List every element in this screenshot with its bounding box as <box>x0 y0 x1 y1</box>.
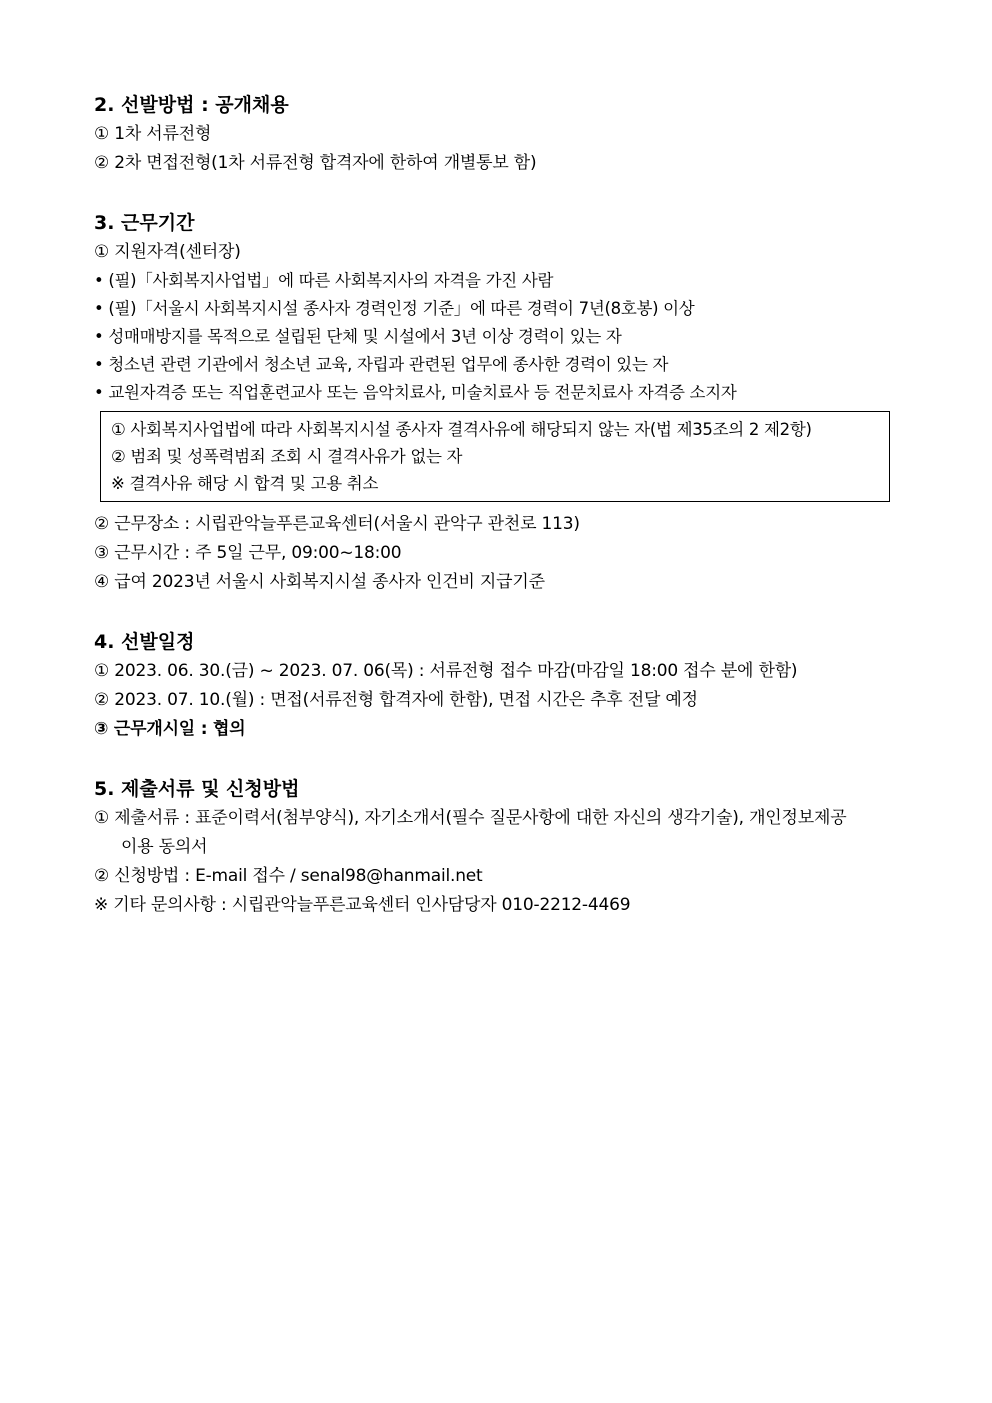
section-3-title: 3. 근무기간 <box>94 212 195 234</box>
qualification-bullet: • 청소년 관련 기관에서 청소년 교육, 자립과 관련된 업무에 종사한 경력이 있는 자 <box>94 355 669 374</box>
contact-info: ※ 기타 문의사항 : 시립관악늘푸른교육센터 인사담당자 010-2212-4469 <box>94 895 631 915</box>
section-5-title: 5. 제출서류 및 신청방법 <box>94 778 300 800</box>
qualification-bullet: • 교원자격증 또는 직업훈련교사 또는 음악치료사, 미술치료사 등 전문치료사 자격증 소지자 <box>94 383 737 402</box>
schedule-item: ① 2023. 06. 30.(금) ~ 2023. 07. 06(목) : 서류전형 접수 마감(마감일 18:00 접수 분에 한함) <box>94 661 798 681</box>
documents-line: ① 제출서류 : 표준이력서(첨부양식), 자기소개서(필수 질문사항에 대한 자신의 생각기술), 개인정보제공 <box>94 808 847 828</box>
disqualification-box <box>100 411 890 502</box>
qualification-bullet: • 성매매방지를 목적으로 설립된 단체 및 시설에서 3년 이상 경력이 있는 자 <box>94 327 622 346</box>
section-4-title: 4. 선발일정 <box>94 631 195 653</box>
work-hours: ③ 근무시간 : 주 5일 근무, 09:00~18:00 <box>94 543 402 563</box>
qualification-heading: ① 지원자격(센터장) <box>94 242 241 262</box>
salary: ④ 급여 2023년 서울시 사회복지시설 종사자 인건비 지급기준 <box>94 572 545 592</box>
schedule-item-start-date: ③ 근무개시일 : 협의 <box>94 719 246 739</box>
application-method: ② 신청방법 : E-mail 접수 / senal98@hanmail.net <box>94 866 483 886</box>
selection-step-1: ① 1차 서류전형 <box>94 124 212 144</box>
disqualification-line: ① 사회복지사업법에 따라 사회복지시설 종사자 결격사유에 해당되지 않는 자(법 제35조의 2 제2항) <box>111 420 812 439</box>
disqualification-note: ※ 결격사유 해당 시 합격 및 고용 취소 <box>111 474 379 493</box>
documents-line-continued: 이용 동의서 <box>121 837 208 857</box>
work-location: ② 근무장소 : 시립관악늘푸른교육센터(서울시 관악구 관천로 113) <box>94 514 580 534</box>
section-2-title: 2. 선발방법 : 공개채용 <box>94 94 289 116</box>
qualification-bullet: • (필)「서울시 사회복지시설 종사자 경력인정 기준」에 따른 경력이 7년(8호봉) 이상 <box>94 299 695 318</box>
document-page <box>94 90 904 920</box>
disqualification-line: ② 범죄 및 성폭력범죄 조회 시 결격사유가 없는 자 <box>111 447 463 466</box>
schedule-item: ② 2023. 07. 10.(월) : 면접(서류전형 합격자에 한함), 면접 시간은 추후 전달 예정 <box>94 690 698 710</box>
selection-step-2: ② 2차 면접전형(1차 서류전형 합격자에 한하여 개별통보 함) <box>94 153 537 173</box>
qualification-bullet: • (필)「사회복지사업법」에 따른 사회복지사의 자격을 가진 사람 <box>94 271 554 290</box>
